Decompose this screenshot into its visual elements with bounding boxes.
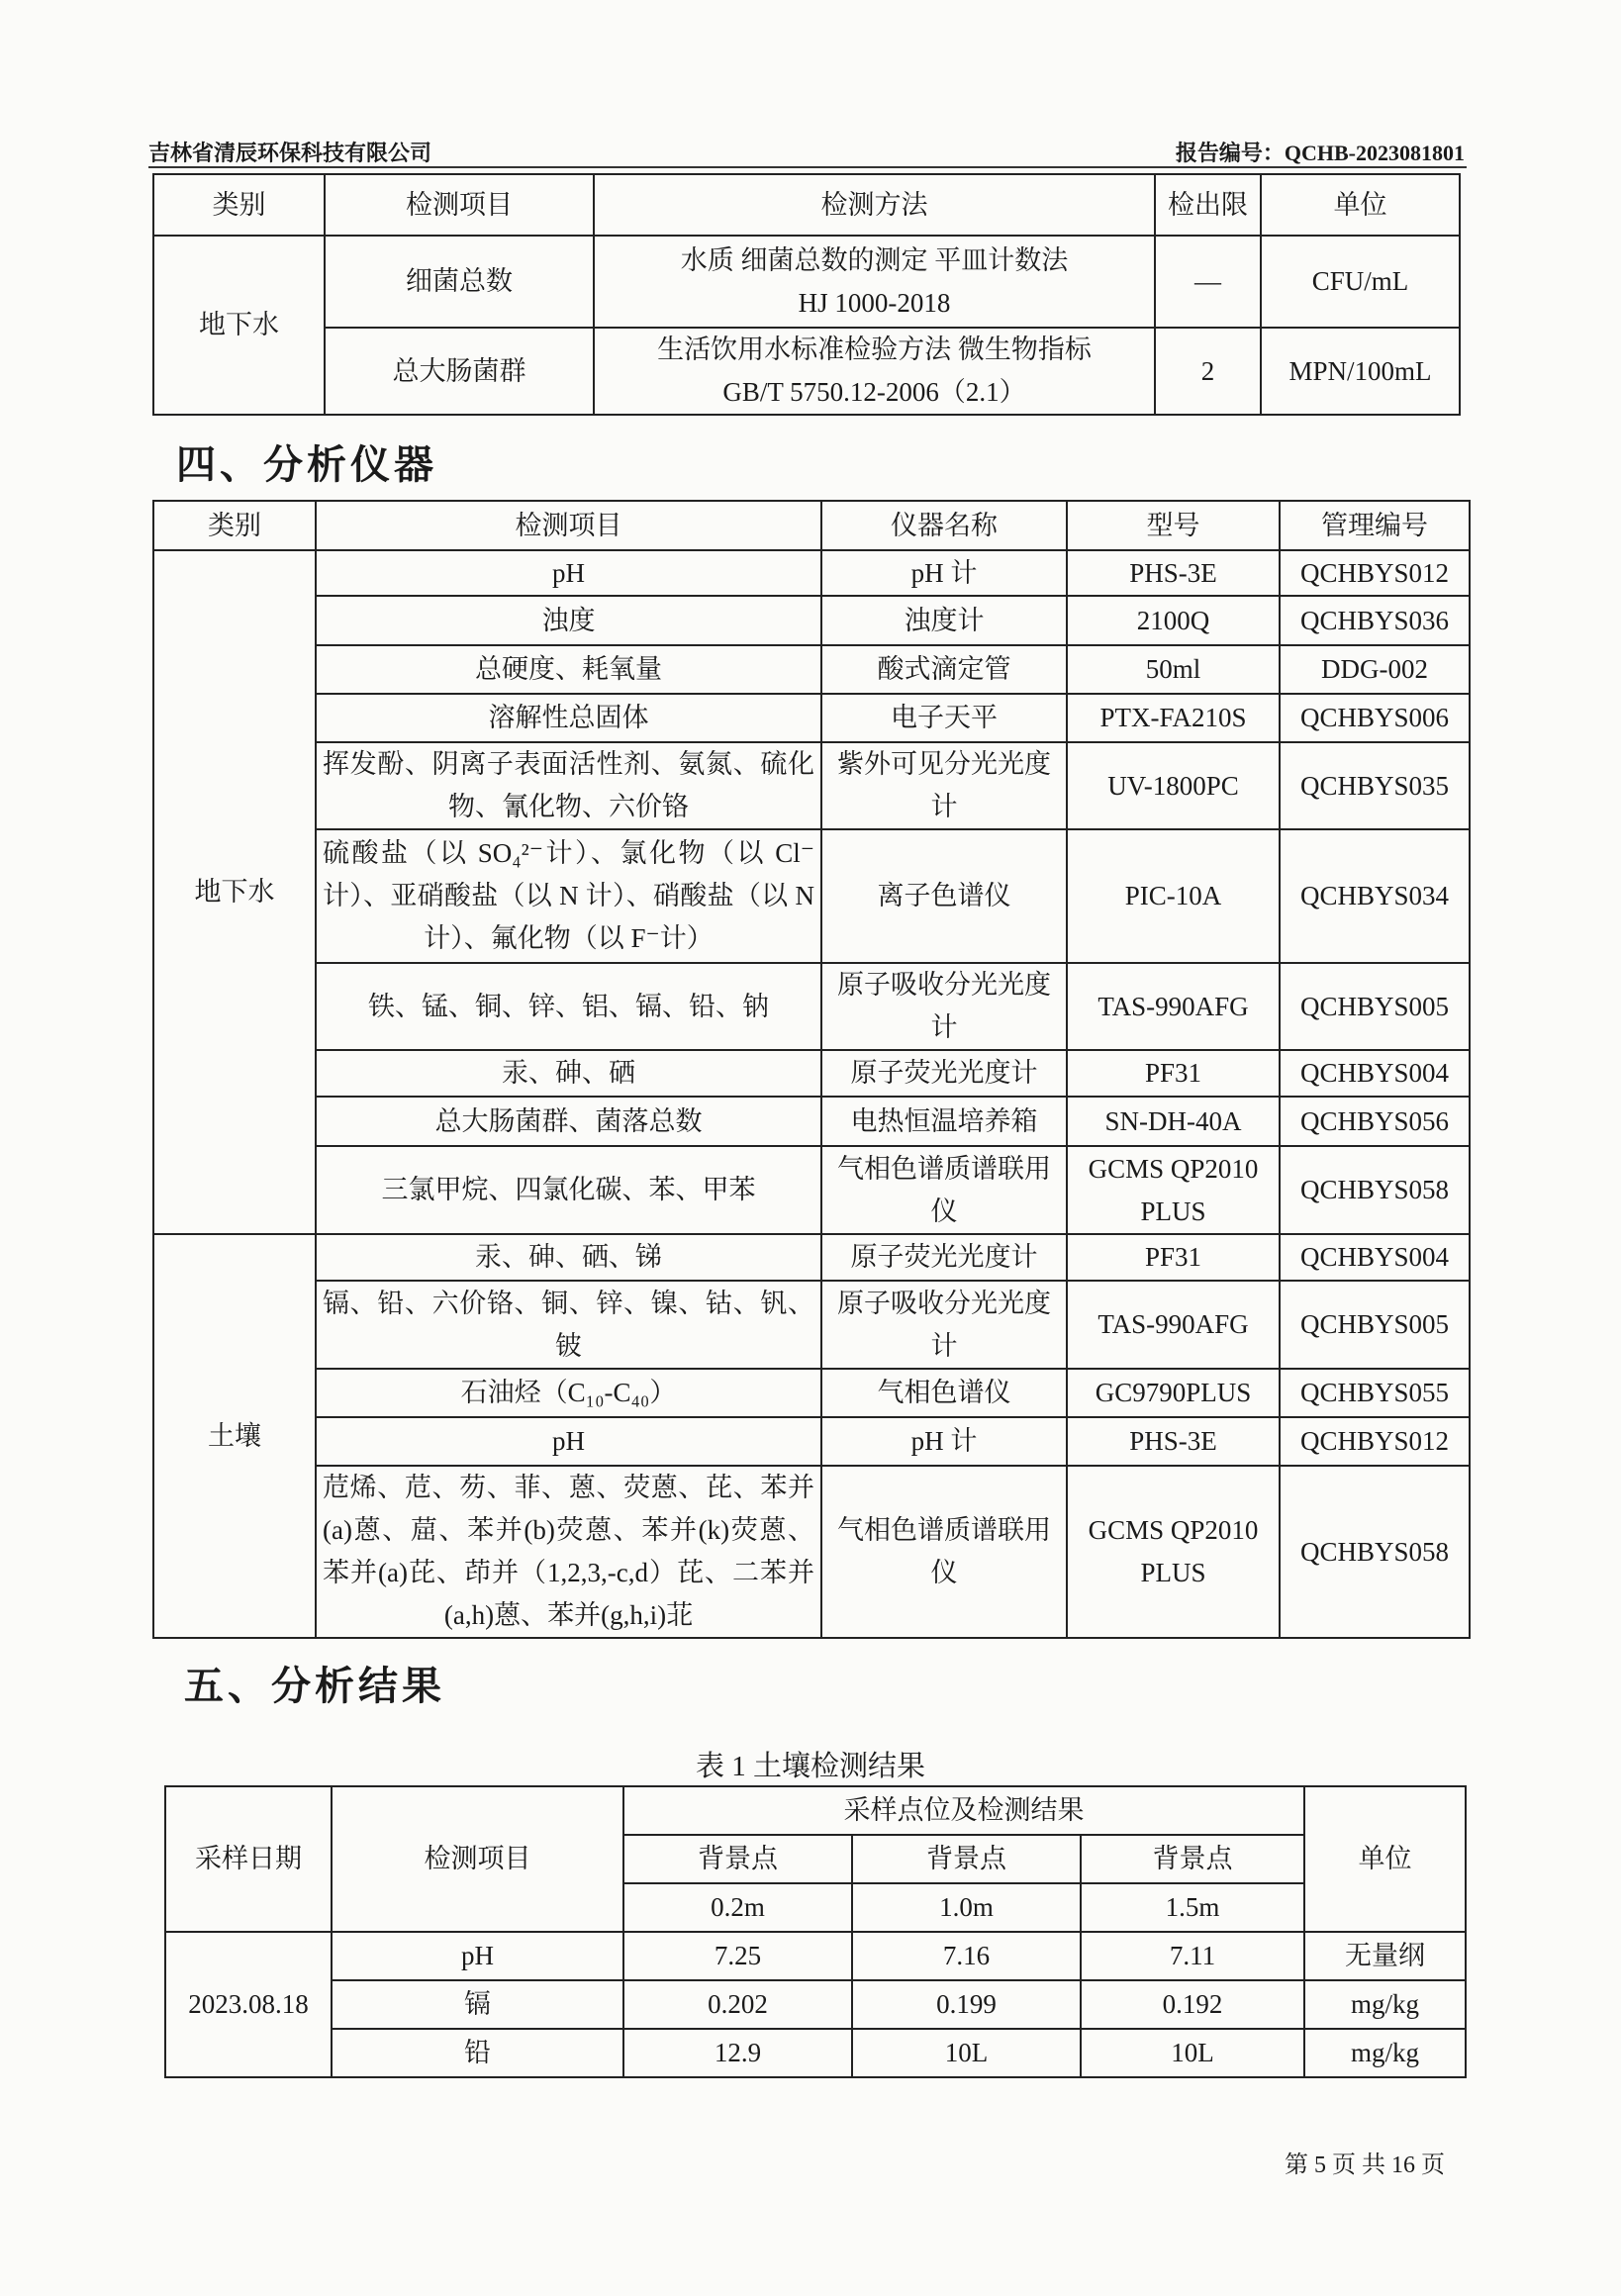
- page-number: 第 5 页 共 16 页: [1285, 2152, 1445, 2178]
- unit-cell: 无量纲: [1304, 1932, 1466, 1980]
- item-cell: 浊度: [316, 596, 821, 645]
- table-row: [165, 2029, 1466, 2077]
- item-cell: 镉: [332, 1980, 623, 2029]
- model-cell: TAS-990AFG: [1067, 1281, 1280, 1369]
- table-row: [153, 596, 1470, 645]
- id-cell: QCHBYS055: [1280, 1369, 1470, 1417]
- value-cell: 7.16: [852, 1932, 1081, 1980]
- company-name: 吉林省清辰环保科技有限公司: [148, 141, 432, 165]
- item-cell: 石油烃（C₁₀-C₄₀）: [316, 1369, 821, 1417]
- id-cell: QCHBYS005: [1280, 963, 1470, 1050]
- instrument-cell: 原子荧光光度计: [821, 1234, 1067, 1281]
- id-cell: QCHBYS012: [1280, 1417, 1470, 1466]
- column-header: 管理编号: [1280, 501, 1470, 550]
- id-cell: QCHBYS058: [1280, 1146, 1470, 1234]
- table-row: [153, 829, 1470, 963]
- table-row: [153, 236, 1460, 328]
- table-row: [153, 501, 1470, 550]
- model-cell: PIC-10A: [1067, 829, 1280, 963]
- limit-cell: 2: [1155, 328, 1261, 415]
- value-cell: 12.9: [623, 2029, 852, 2077]
- report-number: 报告编号：QCHB-2023081801: [1175, 141, 1465, 165]
- category-cell: 地下水: [153, 550, 316, 1234]
- table-row: [153, 963, 1470, 1050]
- column-header-item: 检测项目: [332, 1786, 623, 1932]
- id-cell: DDG-002: [1280, 645, 1470, 694]
- model-cell: PTX-FA210S: [1067, 694, 1280, 742]
- table-row: [165, 1786, 1466, 1835]
- column-header: 仪器名称: [821, 501, 1067, 550]
- table-row: [165, 1980, 1466, 2029]
- value-cell: 7.11: [1081, 1932, 1304, 1980]
- id-cell: QCHBYS012: [1280, 550, 1470, 596]
- item-cell: 硫酸盐（以 SO₄²⁻计）、氯化物（以 Cl⁻计）、亚硝酸盐（以 N 计）、硝酸盐（以 N 计）、氟化物（以 F⁻计）: [316, 829, 821, 963]
- id-cell: QCHBYS036: [1280, 596, 1470, 645]
- item-cell: 三氯甲烷、四氯化碳、苯、甲苯: [316, 1146, 821, 1234]
- value-cell: 10L: [1081, 2029, 1304, 2077]
- sampling-depth: 0.2m: [623, 1883, 852, 1932]
- item-cell: 总硬度、耗氧量: [316, 645, 821, 694]
- id-cell: QCHBYS058: [1280, 1466, 1470, 1638]
- model-cell: SN-DH-40A: [1067, 1097, 1280, 1146]
- id-cell: QCHBYS006: [1280, 694, 1470, 742]
- value-cell: 0.199: [852, 1980, 1081, 2029]
- unit-cell: CFU/mL: [1261, 236, 1460, 328]
- instrument-cell: 原子吸收分光光度计: [821, 963, 1067, 1050]
- model-cell: GCMS QP2010 PLUS: [1067, 1146, 1280, 1234]
- value-cell: 7.25: [623, 1932, 852, 1980]
- model-cell: TAS-990AFG: [1067, 963, 1280, 1050]
- unit-cell: mg/kg: [1304, 1980, 1466, 2029]
- item-cell: 总大肠菌群: [325, 328, 594, 415]
- model-cell: PHS-3E: [1067, 1417, 1280, 1466]
- model-cell: GCMS QP2010 PLUS: [1067, 1466, 1280, 1638]
- column-header: 检测项目: [325, 174, 594, 236]
- table-row: [153, 1234, 1470, 1281]
- sampling-depth: 1.0m: [852, 1883, 1081, 1932]
- table-row: [153, 174, 1460, 236]
- item-cell: 总大肠菌群、菌落总数: [316, 1097, 821, 1146]
- item-cell: 铁、锰、铜、锌、铝、镉、铅、钠: [316, 963, 821, 1050]
- table-row: [153, 694, 1470, 742]
- instrument-cell: 电子天平: [821, 694, 1067, 742]
- item-cell: 镉、铅、六价铬、铜、锌、镍、钴、钒、铍: [316, 1281, 821, 1369]
- sampling-point: 背景点: [1081, 1835, 1304, 1883]
- instrument-cell: 离子色谱仪: [821, 829, 1067, 963]
- instrument-cell: 气相色谱质谱联用仪: [821, 1146, 1067, 1234]
- instrument-cell: 原子吸收分光光度计: [821, 1281, 1067, 1369]
- table-row: [153, 1417, 1470, 1466]
- column-header: 检测项目: [316, 501, 821, 550]
- table-caption: 表 1 土壤检测结果: [695, 1751, 925, 1782]
- value-cell: 0.192: [1081, 1980, 1304, 2029]
- instrument-cell: 酸式滴定管: [821, 645, 1067, 694]
- id-cell: QCHBYS056: [1280, 1097, 1470, 1146]
- table-row: [153, 645, 1470, 694]
- item-cell: 汞、砷、硒、锑: [316, 1234, 821, 1281]
- model-cell: PF31: [1067, 1050, 1280, 1097]
- id-cell: QCHBYS004: [1280, 1050, 1470, 1097]
- item-cell: 苊烯、苊、芴、菲、蒽、荧蒽、芘、苯并(a)蒽、䓛、苯并(b)荧蒽、苯并(k)荧蒽、苯并(a)芘、茚并（1,2,3,-c,d）芘、二苯并(a,h)蒽、苯并(g,h,i)苝: [316, 1466, 821, 1638]
- method-cell: 水质 细菌总数的测定 平皿计数法 HJ 1000-2018: [594, 236, 1155, 328]
- table-row: [153, 1097, 1470, 1146]
- sampling-depth: 1.5m: [1081, 1883, 1304, 1932]
- section-5-title: 五、分析结果: [184, 1664, 445, 1708]
- value-cell: 0.202: [623, 1980, 852, 2029]
- instrument-cell: pH 计: [821, 550, 1067, 596]
- item-cell: pH: [316, 1417, 821, 1466]
- table-row: [153, 328, 1460, 415]
- instrument-cell: 电热恒温培养箱: [821, 1097, 1067, 1146]
- unit-cell: MPN/100mL: [1261, 328, 1460, 415]
- id-cell: QCHBYS035: [1280, 742, 1470, 829]
- id-cell: QCHBYS034: [1280, 829, 1470, 963]
- header-divider: [148, 166, 1467, 168]
- category-cell: 土壤: [153, 1234, 316, 1638]
- instrument-cell: 气相色谱仪: [821, 1369, 1067, 1417]
- instrument-cell: 紫外可见分光光度计: [821, 742, 1067, 829]
- column-header-unit: 单位: [1304, 1786, 1466, 1932]
- value-cell: 10L: [852, 2029, 1081, 2077]
- column-header: 检测方法: [594, 174, 1155, 236]
- column-header-date: 采样日期: [165, 1786, 332, 1932]
- column-header: 类别: [153, 501, 316, 550]
- item-cell: 挥发酚、阴离子表面活性剂、氨氮、硫化物、氰化物、六价铬: [316, 742, 821, 829]
- item-cell: pH: [332, 1932, 623, 1980]
- model-cell: UV-1800PC: [1067, 742, 1280, 829]
- model-cell: 2100Q: [1067, 596, 1280, 645]
- table-row: [165, 1932, 1466, 1980]
- method-cell: 生活饮用水标准检验方法 微生物指标 GB/T 5750.12-2006（2.1）: [594, 328, 1155, 415]
- instruments-table: [152, 500, 1471, 1639]
- id-cell: QCHBYS005: [1280, 1281, 1470, 1369]
- column-header: 型号: [1067, 501, 1280, 550]
- item-cell: pH: [316, 550, 821, 596]
- sampling-date: 2023.08.18: [165, 1932, 332, 2077]
- model-cell: GC9790PLUS: [1067, 1369, 1280, 1417]
- results-table: [164, 1785, 1467, 2078]
- column-header: 单位: [1261, 174, 1460, 236]
- column-header: 类别: [153, 174, 325, 236]
- table-row: [153, 1466, 1470, 1638]
- id-cell: QCHBYS004: [1280, 1234, 1470, 1281]
- table-row: [153, 742, 1470, 829]
- model-cell: PF31: [1067, 1234, 1280, 1281]
- table-row: [153, 550, 1470, 596]
- item-cell: 铅: [332, 2029, 623, 2077]
- methods-table: [152, 173, 1461, 416]
- sampling-point: 背景点: [852, 1835, 1081, 1883]
- table-row: [153, 1146, 1470, 1234]
- item-cell: 汞、砷、硒: [316, 1050, 821, 1097]
- column-header-group: 采样点位及检测结果: [623, 1786, 1304, 1835]
- instrument-cell: 浊度计: [821, 596, 1067, 645]
- table-row: [153, 1281, 1470, 1369]
- instrument-cell: 原子荧光光度计: [821, 1050, 1067, 1097]
- unit-cell: mg/kg: [1304, 2029, 1466, 2077]
- instrument-cell: 气相色谱质谱联用仪: [821, 1466, 1067, 1638]
- item-cell: 溶解性总固体: [316, 694, 821, 742]
- item-cell: 细菌总数: [325, 236, 594, 328]
- model-cell: PHS-3E: [1067, 550, 1280, 596]
- section-4-title: 四、分析仪器: [176, 442, 437, 487]
- table-row: [153, 1369, 1470, 1417]
- column-header: 检出限: [1155, 174, 1261, 236]
- table-row: [153, 1050, 1470, 1097]
- category-cell: 地下水: [153, 236, 325, 415]
- instrument-cell: pH 计: [821, 1417, 1067, 1466]
- sampling-point: 背景点: [623, 1835, 852, 1883]
- model-cell: 50ml: [1067, 645, 1280, 694]
- limit-cell: —: [1155, 236, 1261, 328]
